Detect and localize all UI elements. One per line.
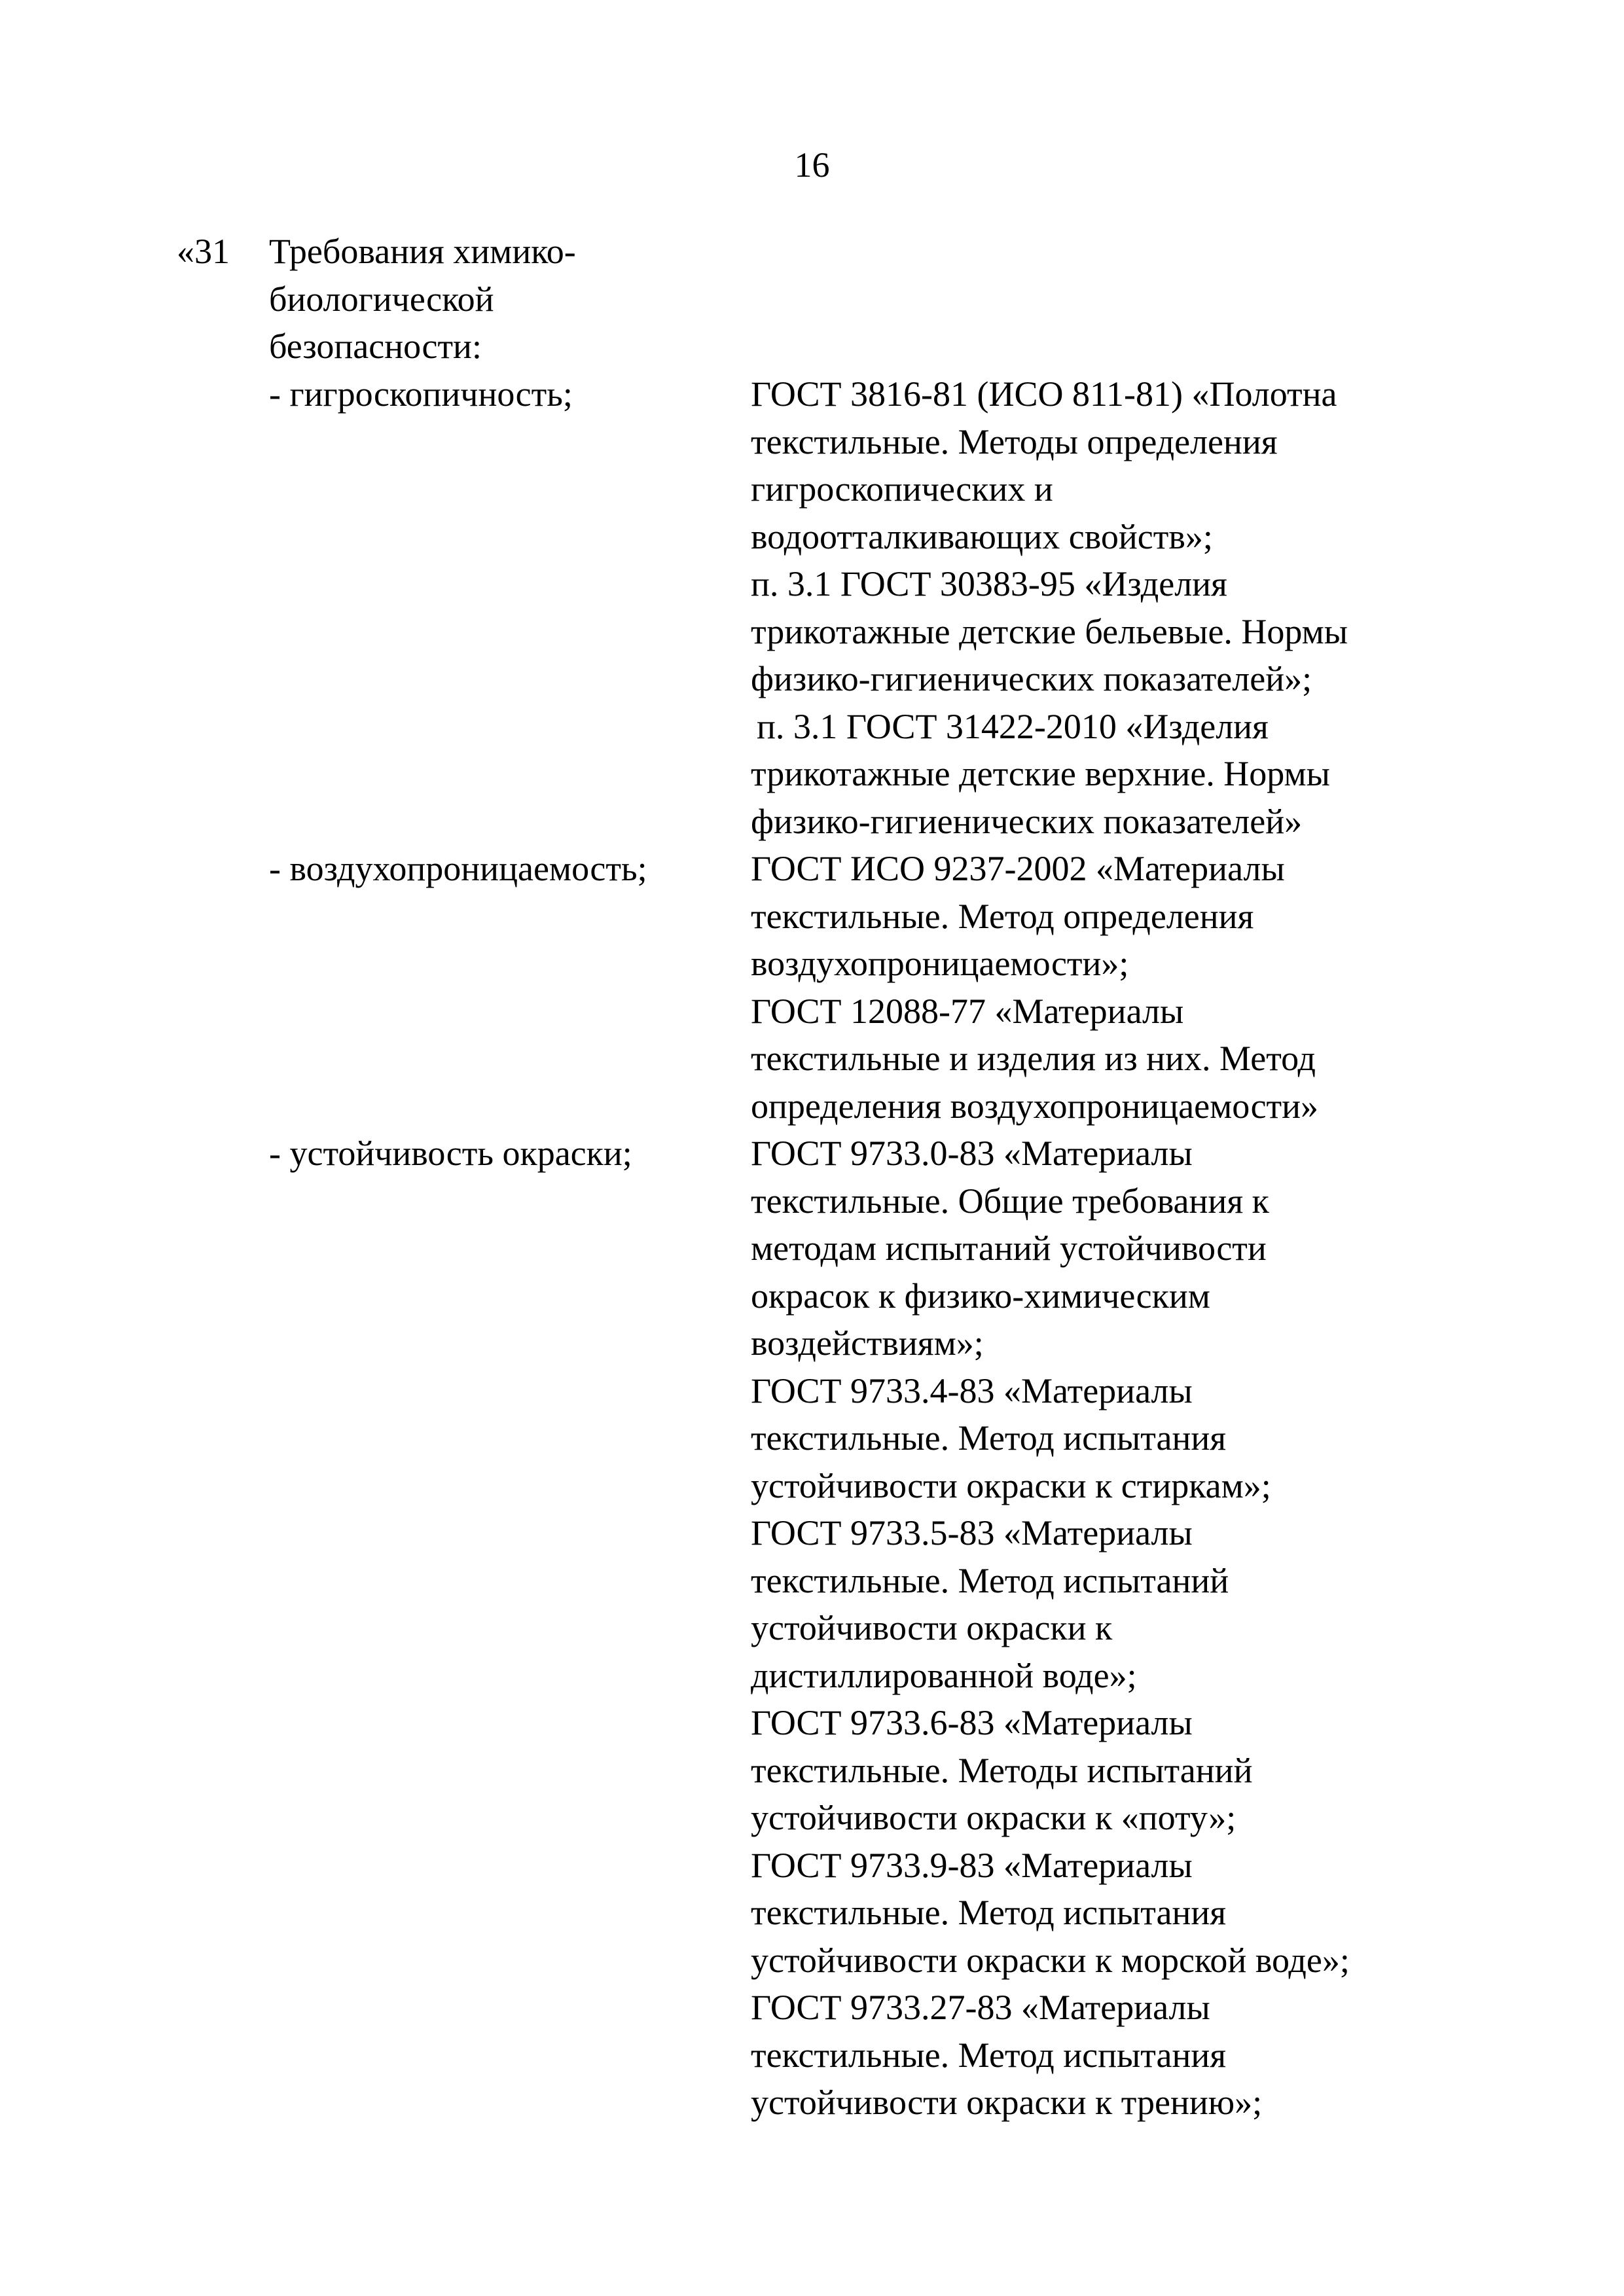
section-title-line: Требования химико- <box>269 232 576 271</box>
standard-entry <box>751 370 1589 560</box>
standard-line: устойчивости окраски к <box>751 1608 1113 1647</box>
standard-entry <box>751 1699 1589 1842</box>
standard-entry <box>751 1367 1589 1510</box>
standard-entry <box>751 703 1589 846</box>
standards-list-air-permeability <box>751 845 1589 1130</box>
standard-line: ГОСТ 9733.0-83 «Материалы <box>751 1134 1193 1173</box>
standard-line: устойчивости окраски к стиркам»; <box>751 1465 1271 1505</box>
standard-entry <box>751 1984 1589 2126</box>
standard-line: текстильные. Метод определения <box>751 896 1254 936</box>
standard-line: текстильные. Методы определения <box>751 422 1278 461</box>
standard-line: устойчивости окраски к трению»; <box>751 2083 1263 2122</box>
standard-line: ГОСТ 9733.27-83 «Материалы <box>751 1988 1210 2027</box>
standard-line: физико-гигиенических показателей»; <box>751 659 1312 698</box>
standard-line: воздухопроницаемости»; <box>751 944 1129 983</box>
requirement-label-air-permeability: - воздухопроницаемость; <box>269 849 647 888</box>
requirement-label-hygroscopicity: - гигроскопичность; <box>269 374 573 414</box>
standard-line: текстильные. Метод испытания <box>751 2035 1227 2075</box>
standard-line: п. 3.1 ГОСТ 30383-95 «Изделия <box>751 564 1227 603</box>
standard-line: текстильные. Метод испытания <box>751 1418 1227 1458</box>
standard-line: ГОСТ 9733.6-83 «Материалы <box>751 1703 1193 1742</box>
standard-line: текстильные. Общие требования к <box>751 1181 1269 1221</box>
standards-list-hygroscopicity <box>751 370 1589 845</box>
standard-line: ГОСТ 9733.4-83 «Материалы <box>751 1371 1193 1410</box>
standard-line: дистиллированной воде»; <box>751 1655 1137 1695</box>
standard-line: ГОСТ 3816-81 (ИСО 811-81) «Полотна <box>751 374 1337 414</box>
requirement-label-color-fastness: - устойчивость окраски; <box>269 1134 632 1173</box>
standard-line: трикотажные детские верхние. Нормы <box>751 754 1330 793</box>
standard-line: ГОСТ ИСО 9237-2002 «Материалы <box>751 849 1285 888</box>
section-title-line: безопасности: <box>269 327 482 366</box>
standard-line: текстильные. Метод испытания <box>751 1893 1227 1932</box>
standard-entry <box>751 1130 1589 1367</box>
standard-line: гигроскопических и <box>751 469 1053 509</box>
standard-line: устойчивости окраски к морской воде»; <box>751 1940 1350 1980</box>
section-title-line: биологической <box>269 279 494 319</box>
standard-line: окрасок к физико-химическим <box>751 1276 1210 1316</box>
page-number: 16 <box>794 145 830 185</box>
standard-line: текстильные и изделия из них. Метод <box>751 1039 1316 1078</box>
standard-line: ГОСТ 9733.9-83 «Материалы <box>751 1845 1193 1885</box>
item-number: «31 <box>177 232 230 271</box>
section-title <box>269 228 662 370</box>
standard-line: текстильные. Метод испытаний <box>751 1560 1229 1600</box>
standard-line: воздействиям»; <box>751 1323 984 1363</box>
standard-line: физико-гигиенических показателей» <box>751 801 1303 841</box>
standard-entry <box>751 1842 1589 1984</box>
standard-line: ГОСТ 12088-77 «Материалы <box>751 991 1184 1031</box>
standard-line: ГОСТ 9733.5-83 «Материалы <box>751 1513 1193 1552</box>
standard-line: определения воздухопроницаемости» <box>751 1086 1319 1126</box>
standard-line: п. 3.1 ГОСТ 31422-2010 «Изделия <box>757 706 1269 746</box>
standard-entry <box>751 845 1589 988</box>
standard-line: водоотталкивающих свойств»; <box>751 516 1213 556</box>
standard-entry <box>751 1509 1589 1699</box>
standard-entry <box>751 988 1589 1130</box>
standard-line: трикотажные детские бельевые. Нормы <box>751 611 1348 651</box>
standard-line: текстильные. Методы испытаний <box>751 1750 1253 1790</box>
standard-entry <box>751 560 1589 703</box>
standard-line: устойчивости окраски к «поту»; <box>751 1798 1236 1837</box>
standards-list-color-fastness <box>751 1130 1589 2126</box>
standard-line: методам испытаний устойчивости <box>751 1229 1267 1268</box>
